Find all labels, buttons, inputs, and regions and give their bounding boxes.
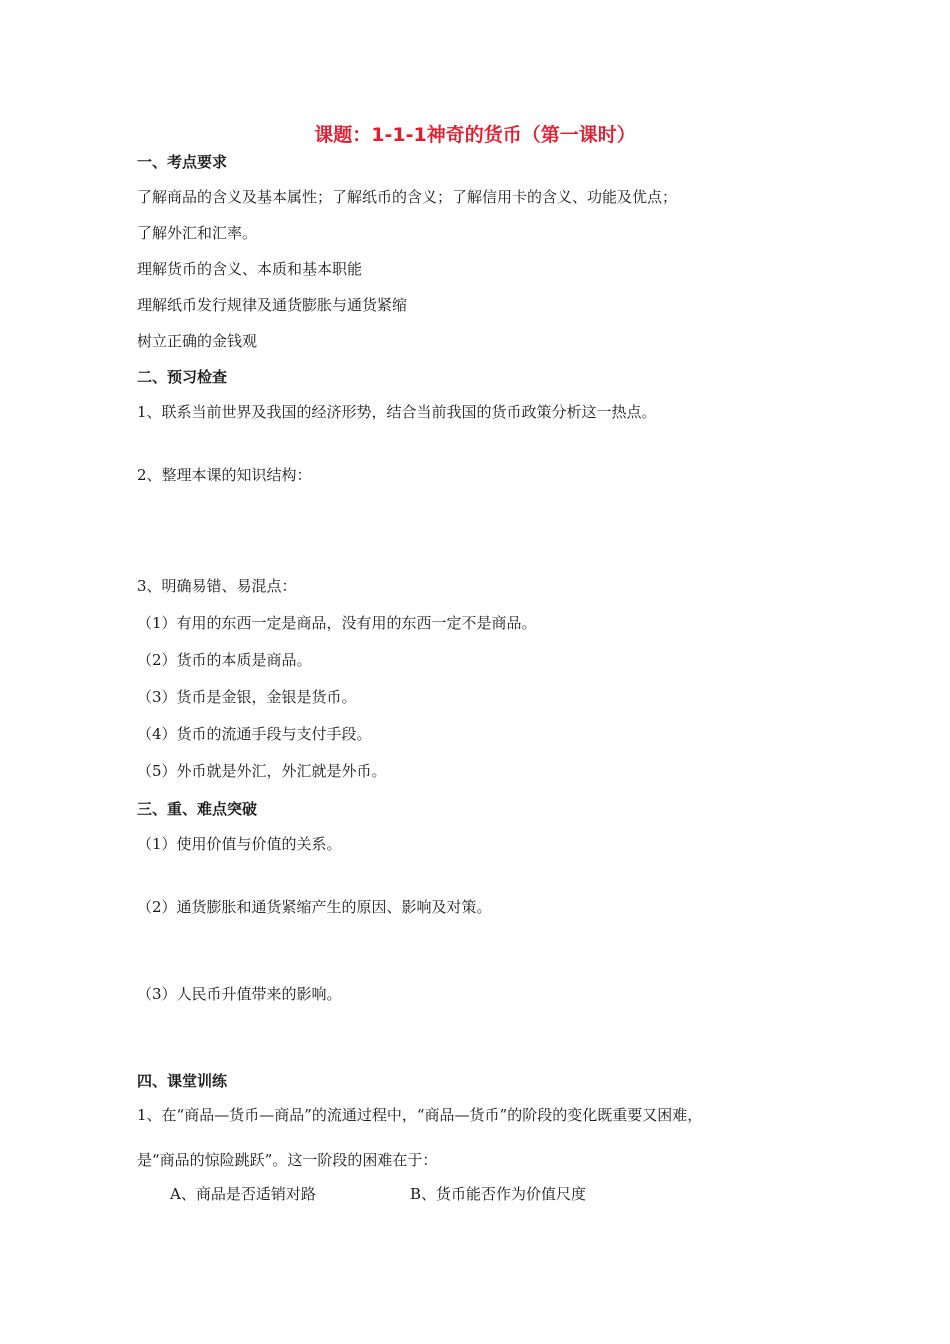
section-heading-key-points: 三、重、难点突破 [137,800,258,818]
key-point-item: （2）通货膨胀和通货紧缩产生的原因、影响及对策。 [137,898,492,916]
preview-question-2: 2、整理本课的知识结构： [137,466,312,484]
practice-question-line: 1、在“商品—货币—商品”的流通过程中，“商品—货币”的阶段的变化既重要又困难， [137,1106,703,1124]
preview-question-3: 3、明确易错、易混点： [137,577,297,595]
confusion-item: （3）货币是金银，金银是货币。 [137,688,357,706]
section-heading-practice: 四、课堂训练 [137,1072,228,1090]
option-a: A、商品是否适销对路 [170,1185,316,1203]
requirement-line: 树立正确的金钱观 [137,332,258,350]
requirement-line: 理解货币的含义、本质和基本职能 [137,260,363,278]
requirement-line: 了解商品的含义及基本属性；了解纸币的含义；了解信用卡的含义、功能及优点； [137,188,678,206]
page-title: 课题：1-1-1神奇的货币（第一课时） [314,124,636,146]
key-point-item: （3）人民币升值带来的影响。 [137,985,342,1003]
confusion-item: （5）外币就是外汇，外汇就是外币。 [137,762,387,780]
key-point-item: （1）使用价值与价值的关系。 [137,835,342,853]
confusion-item: （1）有用的东西一定是商品，没有用的东西一定不是商品。 [137,614,537,632]
practice-question-line: 是“商品的惊险跳跃”。这一阶段的困难在于： [137,1151,438,1169]
requirement-line: 了解外汇和汇率。 [137,224,258,242]
option-b: B、货币能否作为价值尺度 [410,1185,587,1203]
section-heading-preview: 二、预习检查 [137,368,228,386]
confusion-item: （4）货币的流通手段与支付手段。 [137,725,372,743]
requirement-line: 理解纸币发行规律及通货膨胀与通货紧缩 [137,296,408,314]
section-heading-requirements: 一、考点要求 [137,153,228,171]
preview-question-1: 1、联系当前世界及我国的经济形势，结合当前我国的货币政策分析这一热点。 [137,403,657,421]
confusion-item: （2）货币的本质是商品。 [137,651,312,669]
